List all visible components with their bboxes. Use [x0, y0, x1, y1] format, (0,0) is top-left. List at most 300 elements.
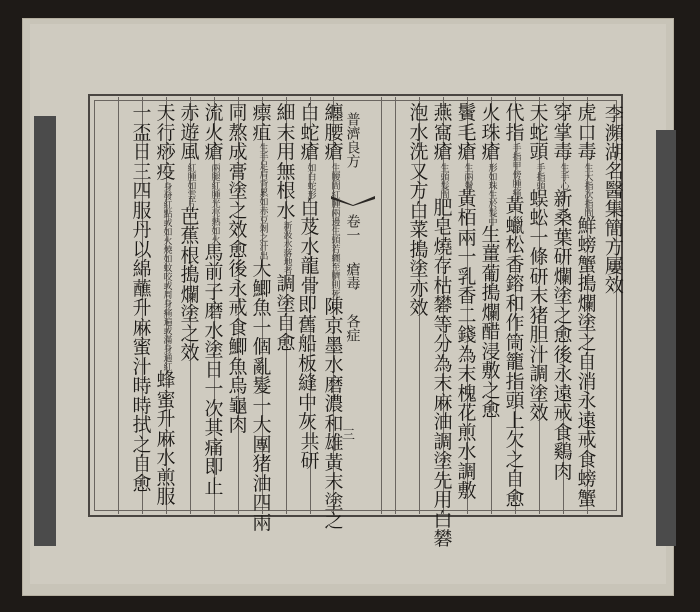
right-dark-strip: [656, 130, 676, 546]
annotation-note: 生手足肩背累如赤豆剝之汁出: [257, 143, 268, 260]
glyph: 火: [481, 102, 501, 124]
glyph: 黃: [324, 451, 344, 474]
glyph: 泡: [409, 102, 429, 124]
glyph: 水: [204, 319, 224, 342]
glyph: 瘡: [204, 141, 224, 163]
glyph: 升: [132, 297, 152, 319]
glyph: 塗: [180, 303, 200, 325]
glyph: 用: [433, 489, 453, 511]
glyph: 肉: [553, 460, 573, 483]
annotation-note: 生腰間紅腫兩邊生頭若纏至臍則死: [329, 162, 340, 298]
glyph: 窩: [433, 121, 453, 144]
glyph: 戒: [228, 297, 248, 319]
glyph: 煎: [156, 466, 176, 489]
glyph: 同: [228, 102, 248, 124]
glyph: 效: [228, 219, 248, 241]
glyph: 葡: [481, 262, 501, 285]
glyph: 戒: [577, 429, 597, 451]
glyph: 止: [204, 475, 224, 498]
glyph: 大: [252, 258, 272, 280]
glyph: 指: [505, 121, 525, 144]
text-column: [154, 104, 178, 508]
center-column: [340, 112, 364, 168]
glyph: 虎: [577, 102, 597, 124]
glyph: 赤: [180, 102, 200, 124]
glyph: 水: [156, 447, 176, 469]
glyph: 子: [204, 280, 224, 303]
glyph: 前: [204, 261, 224, 283]
text-column: [527, 104, 551, 424]
glyph: 存: [433, 255, 453, 277]
glyph: 消: [577, 370, 597, 393]
glyph: 栢: [457, 207, 477, 229]
glyph: 欠: [505, 429, 525, 451]
glyph: 蜂: [156, 369, 176, 391]
glyph: 爛: [577, 292, 597, 315]
glyph: 食: [577, 448, 597, 471]
glyph: 作: [505, 312, 525, 334]
glyph: 之: [577, 331, 597, 354]
glyph: 鷄: [553, 441, 573, 463]
glyph: 塗: [553, 285, 573, 307]
glyph: 丹: [132, 219, 152, 241]
annotation-note: 如白蛇形: [305, 162, 316, 199]
glyph: 墨: [324, 334, 344, 357]
glyph: 黃: [457, 187, 477, 210]
glyph: 葉: [553, 226, 573, 249]
glyph: 次: [204, 397, 224, 420]
glyph: 自: [276, 312, 296, 334]
glyph: 遠: [553, 382, 573, 405]
glyph: 盃: [132, 121, 152, 144]
glyph: 塗: [276, 292, 296, 315]
glyph: 調: [276, 273, 296, 295]
column-rule: [118, 97, 119, 514]
glyph: 芭: [180, 205, 200, 228]
glyph: 愈: [481, 399, 501, 421]
glyph: 膏: [228, 160, 248, 183]
glyph: 爛: [481, 301, 501, 324]
glyph: 研: [553, 246, 573, 268]
glyph: 個: [252, 336, 272, 358]
glyph: 調: [529, 363, 549, 385]
glyph: 亂: [252, 355, 272, 378]
glyph: 京: [324, 315, 344, 337]
annotation-note: 生大指次指間: [582, 162, 593, 217]
glyph: 乳: [457, 265, 477, 288]
glyph: 蟹: [577, 253, 597, 276]
glyph: 一: [252, 394, 272, 417]
glyph: 白: [409, 199, 429, 222]
glyph: 兩: [252, 511, 272, 534]
glyph: 塗: [577, 312, 597, 334]
glyph: 根: [180, 244, 200, 267]
text-column: [178, 104, 202, 364]
glyph: 黃: [505, 195, 525, 217]
glyph: 愈: [228, 238, 248, 261]
column-rule: [395, 97, 396, 514]
glyph: 兩: [457, 226, 477, 249]
glyph: 效: [409, 297, 429, 319]
glyph: 磨: [324, 373, 344, 396]
glyph: 猪: [529, 304, 549, 327]
glyph: 枯: [433, 274, 453, 297]
glyph: 龜: [228, 394, 248, 417]
left-dark-strip: [34, 116, 56, 546]
glyph: 之: [180, 322, 200, 345]
glyph: 之: [505, 448, 525, 471]
glyph: 一: [252, 316, 272, 339]
glyph: 分: [433, 333, 453, 355]
glyph: 之: [481, 379, 501, 402]
text-column: [298, 104, 322, 472]
glyph: 遊: [180, 121, 200, 144]
glyph: 疽: [252, 121, 272, 144]
glyph: 痧: [156, 141, 176, 163]
glyph: 籠: [505, 351, 525, 373]
glyph: 洗: [409, 141, 429, 163]
annotation-note: 紅腫如雲片: [185, 162, 196, 208]
center-sub: 各症: [344, 314, 361, 342]
glyph: 為: [433, 352, 453, 375]
glyph: 毛: [457, 121, 477, 144]
glyph: 蛇: [300, 121, 320, 144]
glyph: 瘡: [481, 141, 501, 163]
glyph: 水: [457, 441, 477, 463]
glyph: 爛: [553, 265, 573, 288]
glyph: 濃: [324, 393, 344, 415]
glyph: 礬: [433, 528, 453, 550]
glyph: 塗: [409, 258, 429, 280]
glyph: 效: [529, 402, 549, 424]
glyph: 腰: [324, 121, 344, 144]
glyph: 白: [300, 102, 320, 124]
glyph: 錢: [457, 324, 477, 346]
glyph: 條: [529, 246, 549, 268]
glyph: 桑: [553, 207, 573, 229]
glyph: 油: [433, 411, 453, 433]
glyph: 纏: [324, 102, 344, 124]
glyph: 麻: [433, 391, 453, 414]
glyph: 服: [132, 199, 152, 222]
glyph: 塗: [433, 450, 453, 472]
glyph: 頭: [529, 141, 549, 163]
glyph: 末: [433, 372, 453, 394]
glyph: 日: [204, 358, 224, 381]
glyph: 蟹: [577, 487, 597, 510]
text-column: [455, 104, 479, 502]
glyph: 永: [228, 277, 248, 300]
glyph: 礬: [433, 294, 453, 316]
glyph: 效: [180, 342, 200, 364]
glyph: 麻: [156, 427, 176, 450]
glyph: 搗: [577, 273, 597, 295]
glyph: 天: [156, 102, 176, 124]
annotation-note: 手指頭: [534, 162, 545, 190]
glyph: 水: [324, 354, 344, 376]
glyph: 共: [300, 430, 320, 453]
glyph: 遠: [577, 409, 597, 432]
glyph: 末: [529, 285, 549, 307]
glyph: 汁: [132, 355, 152, 378]
glyph: 鎔: [505, 273, 525, 295]
glyph: 亦: [409, 277, 429, 300]
text-column: [431, 104, 455, 550]
glyph: 搗: [180, 264, 200, 286]
glyph: 調: [457, 460, 477, 483]
glyph: 時: [132, 375, 152, 397]
glyph: 永: [553, 363, 573, 385]
glyph: 用: [276, 141, 296, 163]
glyph: 爛: [180, 283, 200, 306]
text-column: [407, 104, 431, 319]
glyph: 敷: [481, 360, 501, 382]
glyph: 天: [529, 102, 549, 124]
glyph: 烏: [228, 375, 248, 397]
glyph: 根: [276, 180, 296, 202]
glyph: 塗: [324, 490, 344, 513]
glyph: 自: [132, 453, 152, 475]
glyph: 醋: [481, 321, 501, 343]
glyph: 即: [204, 456, 224, 478]
glyph: 水: [276, 199, 296, 222]
glyph: 槐: [457, 382, 477, 405]
glyph: 毒: [553, 141, 573, 163]
text-column: [551, 104, 575, 482]
glyph: 磨: [204, 300, 224, 322]
glyph: 大: [252, 414, 272, 436]
glyph: 瘡: [433, 141, 453, 163]
glyph: 四: [132, 180, 152, 202]
glyph: 末: [276, 121, 296, 144]
glyph: 麻: [132, 316, 152, 339]
annotation-note: 新汲水落地者: [281, 221, 292, 275]
glyph: 先: [433, 469, 453, 492]
glyph: 升: [156, 408, 176, 430]
glyph: 髮: [252, 375, 272, 397]
glyph: 芨: [300, 216, 320, 238]
glyph: 燕: [433, 102, 453, 124]
glyph: 愈: [553, 324, 573, 346]
glyph: 肉: [228, 414, 248, 436]
glyph: 末: [457, 363, 477, 385]
glyph: 行: [156, 121, 176, 144]
glyph: 拭: [132, 414, 152, 436]
glyph: 鯽: [252, 277, 272, 300]
center-sub-col: [340, 314, 364, 342]
glyph: 四: [252, 492, 272, 514]
glyph: 瘡: [457, 141, 477, 163]
annotation-note: 手指甲傍腫痛: [510, 143, 521, 197]
glyph: 鯽: [228, 336, 248, 358]
glyph: 風: [180, 141, 200, 163]
center-header: 普濟良方: [344, 112, 361, 168]
glyph: 馬: [204, 241, 224, 264]
glyph: 肥: [433, 196, 453, 219]
glyph: 上: [505, 409, 525, 432]
annotation-note: 生手心: [558, 162, 569, 190]
text-column: [274, 104, 298, 353]
glyph: 蛇: [529, 121, 549, 144]
glyph: 白: [433, 508, 453, 531]
glyph: 珠: [481, 121, 501, 144]
glyph: 浸: [481, 340, 501, 363]
glyph: 熬: [228, 121, 248, 144]
glyph: 花: [457, 402, 477, 424]
center-volume-col: [340, 214, 364, 242]
glyph: 水: [409, 121, 429, 144]
glyph: 猪: [252, 453, 272, 475]
glyph: 末: [324, 471, 344, 493]
glyph: 之: [553, 304, 573, 327]
column-rule: [381, 97, 382, 514]
glyph: 指: [505, 370, 525, 393]
glyph: 以: [132, 238, 152, 261]
glyph: 龍: [300, 255, 320, 277]
glyph: 又: [409, 160, 429, 183]
glyph: 研: [300, 450, 320, 472]
annotation-note: 兩腿紅腫光亮熱如火: [209, 162, 220, 244]
glyph: 雄: [324, 432, 344, 454]
glyph: 之: [324, 510, 344, 532]
glyph: 之: [132, 433, 152, 456]
glyph: 筒: [505, 331, 525, 354]
glyph: 汁: [529, 343, 549, 366]
glyph: 蜜: [156, 388, 176, 411]
glyph: 一: [529, 226, 549, 249]
glyph: 鬢: [457, 102, 477, 124]
glyph: 一: [132, 102, 152, 124]
glyph: 戒: [553, 402, 573, 424]
glyph: 瘭: [252, 102, 272, 124]
glyph: 煎: [457, 421, 477, 444]
glyph: 掌: [553, 121, 573, 144]
glyph: 團: [252, 433, 272, 456]
annotation-note: 形如珠生於髮中: [486, 162, 497, 226]
glyph: 為: [457, 343, 477, 366]
glyph: 三: [132, 160, 152, 183]
glyph: 時: [132, 394, 152, 417]
glyph: 成: [228, 141, 248, 163]
glyph: 二: [457, 304, 477, 327]
glyph: 白: [300, 196, 320, 219]
glyph: 一: [204, 378, 224, 400]
glyph: 食: [228, 316, 248, 339]
glyph: 香: [457, 285, 477, 307]
glyph: 魚: [228, 355, 248, 378]
annotation-note: 生兩鬢: [462, 162, 473, 190]
glyph: 燒: [433, 235, 453, 258]
text-column: [226, 104, 250, 436]
text-column: [250, 104, 274, 533]
glyph: 等: [433, 313, 453, 336]
glyph: 薑: [481, 243, 501, 265]
glyph: 自: [577, 351, 597, 373]
glyph: 螃: [577, 234, 597, 256]
glyph: 穿: [553, 102, 573, 124]
glyph: 後: [228, 258, 248, 280]
title-column: [600, 104, 624, 294]
glyph: 和: [505, 292, 525, 315]
text-column: [202, 104, 226, 497]
glyph: 自: [505, 468, 525, 490]
glyph: 愈: [276, 331, 296, 354]
glyph: 皂: [433, 216, 453, 238]
glyph: 細: [276, 102, 296, 124]
glyph: 鮮: [577, 214, 597, 237]
glyph: 塗: [204, 339, 224, 361]
glyph: 痛: [204, 436, 224, 459]
center-section-col: [340, 262, 364, 290]
glyph: 菜: [409, 219, 429, 241]
glyph: 水: [300, 235, 320, 258]
glyph: 口: [577, 121, 597, 144]
glyph: 塗: [529, 382, 549, 405]
glyph: 香: [505, 253, 525, 276]
glyph: 搗: [481, 282, 501, 304]
glyph: 瘡: [300, 141, 320, 163]
glyph: 生: [481, 223, 501, 246]
glyph: 頭: [505, 390, 525, 412]
text-column: [479, 104, 503, 421]
annotation-note: 生頭髮間: [438, 162, 449, 199]
glyph: 食: [553, 421, 573, 444]
glyph: 綿: [132, 258, 152, 280]
glyph: 敷: [457, 480, 477, 502]
glyph: 和: [324, 412, 344, 435]
book-title: 李瀕湖名醫集簡方屢效: [601, 104, 624, 294]
glyph: 蠟: [505, 214, 525, 237]
glyph: 新: [553, 187, 573, 210]
text-column: [130, 104, 154, 494]
glyph: 服: [156, 486, 176, 508]
glyph: 魚: [252, 297, 272, 319]
text-column: [503, 104, 527, 509]
glyph: 永: [577, 390, 597, 412]
glyph: 愈: [132, 472, 152, 495]
glyph: 流: [204, 102, 224, 124]
glyph: 塗: [228, 180, 248, 202]
glyph: 其: [204, 417, 224, 439]
glyph: 火: [204, 121, 224, 144]
page-number: 三: [342, 428, 356, 443]
glyph: 蜜: [132, 336, 152, 358]
center-volume: 卷一: [344, 214, 361, 242]
glyph: 油: [252, 472, 272, 495]
glyph: 調: [433, 430, 453, 453]
glyph: 無: [276, 160, 296, 183]
glyph: 瘡: [324, 141, 344, 163]
glyph: 毒: [577, 141, 597, 163]
glyph: 即舊船板縫中灰: [298, 294, 318, 433]
center-section: 瘡毒: [344, 262, 361, 290]
glyph: 蜈: [529, 187, 549, 210]
glyph: 日: [132, 141, 152, 163]
glyph: 疫: [156, 160, 176, 183]
glyph: 之: [228, 199, 248, 222]
glyph: 研: [529, 265, 549, 288]
glyph: 蕉: [180, 225, 200, 247]
glyph: 松: [505, 234, 525, 256]
glyph: 蚣: [529, 207, 549, 229]
glyph: 一: [457, 246, 477, 268]
glyph: 胆: [529, 324, 549, 346]
glyph: 代: [505, 102, 525, 124]
glyph: 後: [553, 343, 573, 366]
glyph: 搗: [409, 238, 429, 261]
glyph: 陳: [324, 295, 344, 318]
glyph: 蘸: [132, 277, 152, 300]
